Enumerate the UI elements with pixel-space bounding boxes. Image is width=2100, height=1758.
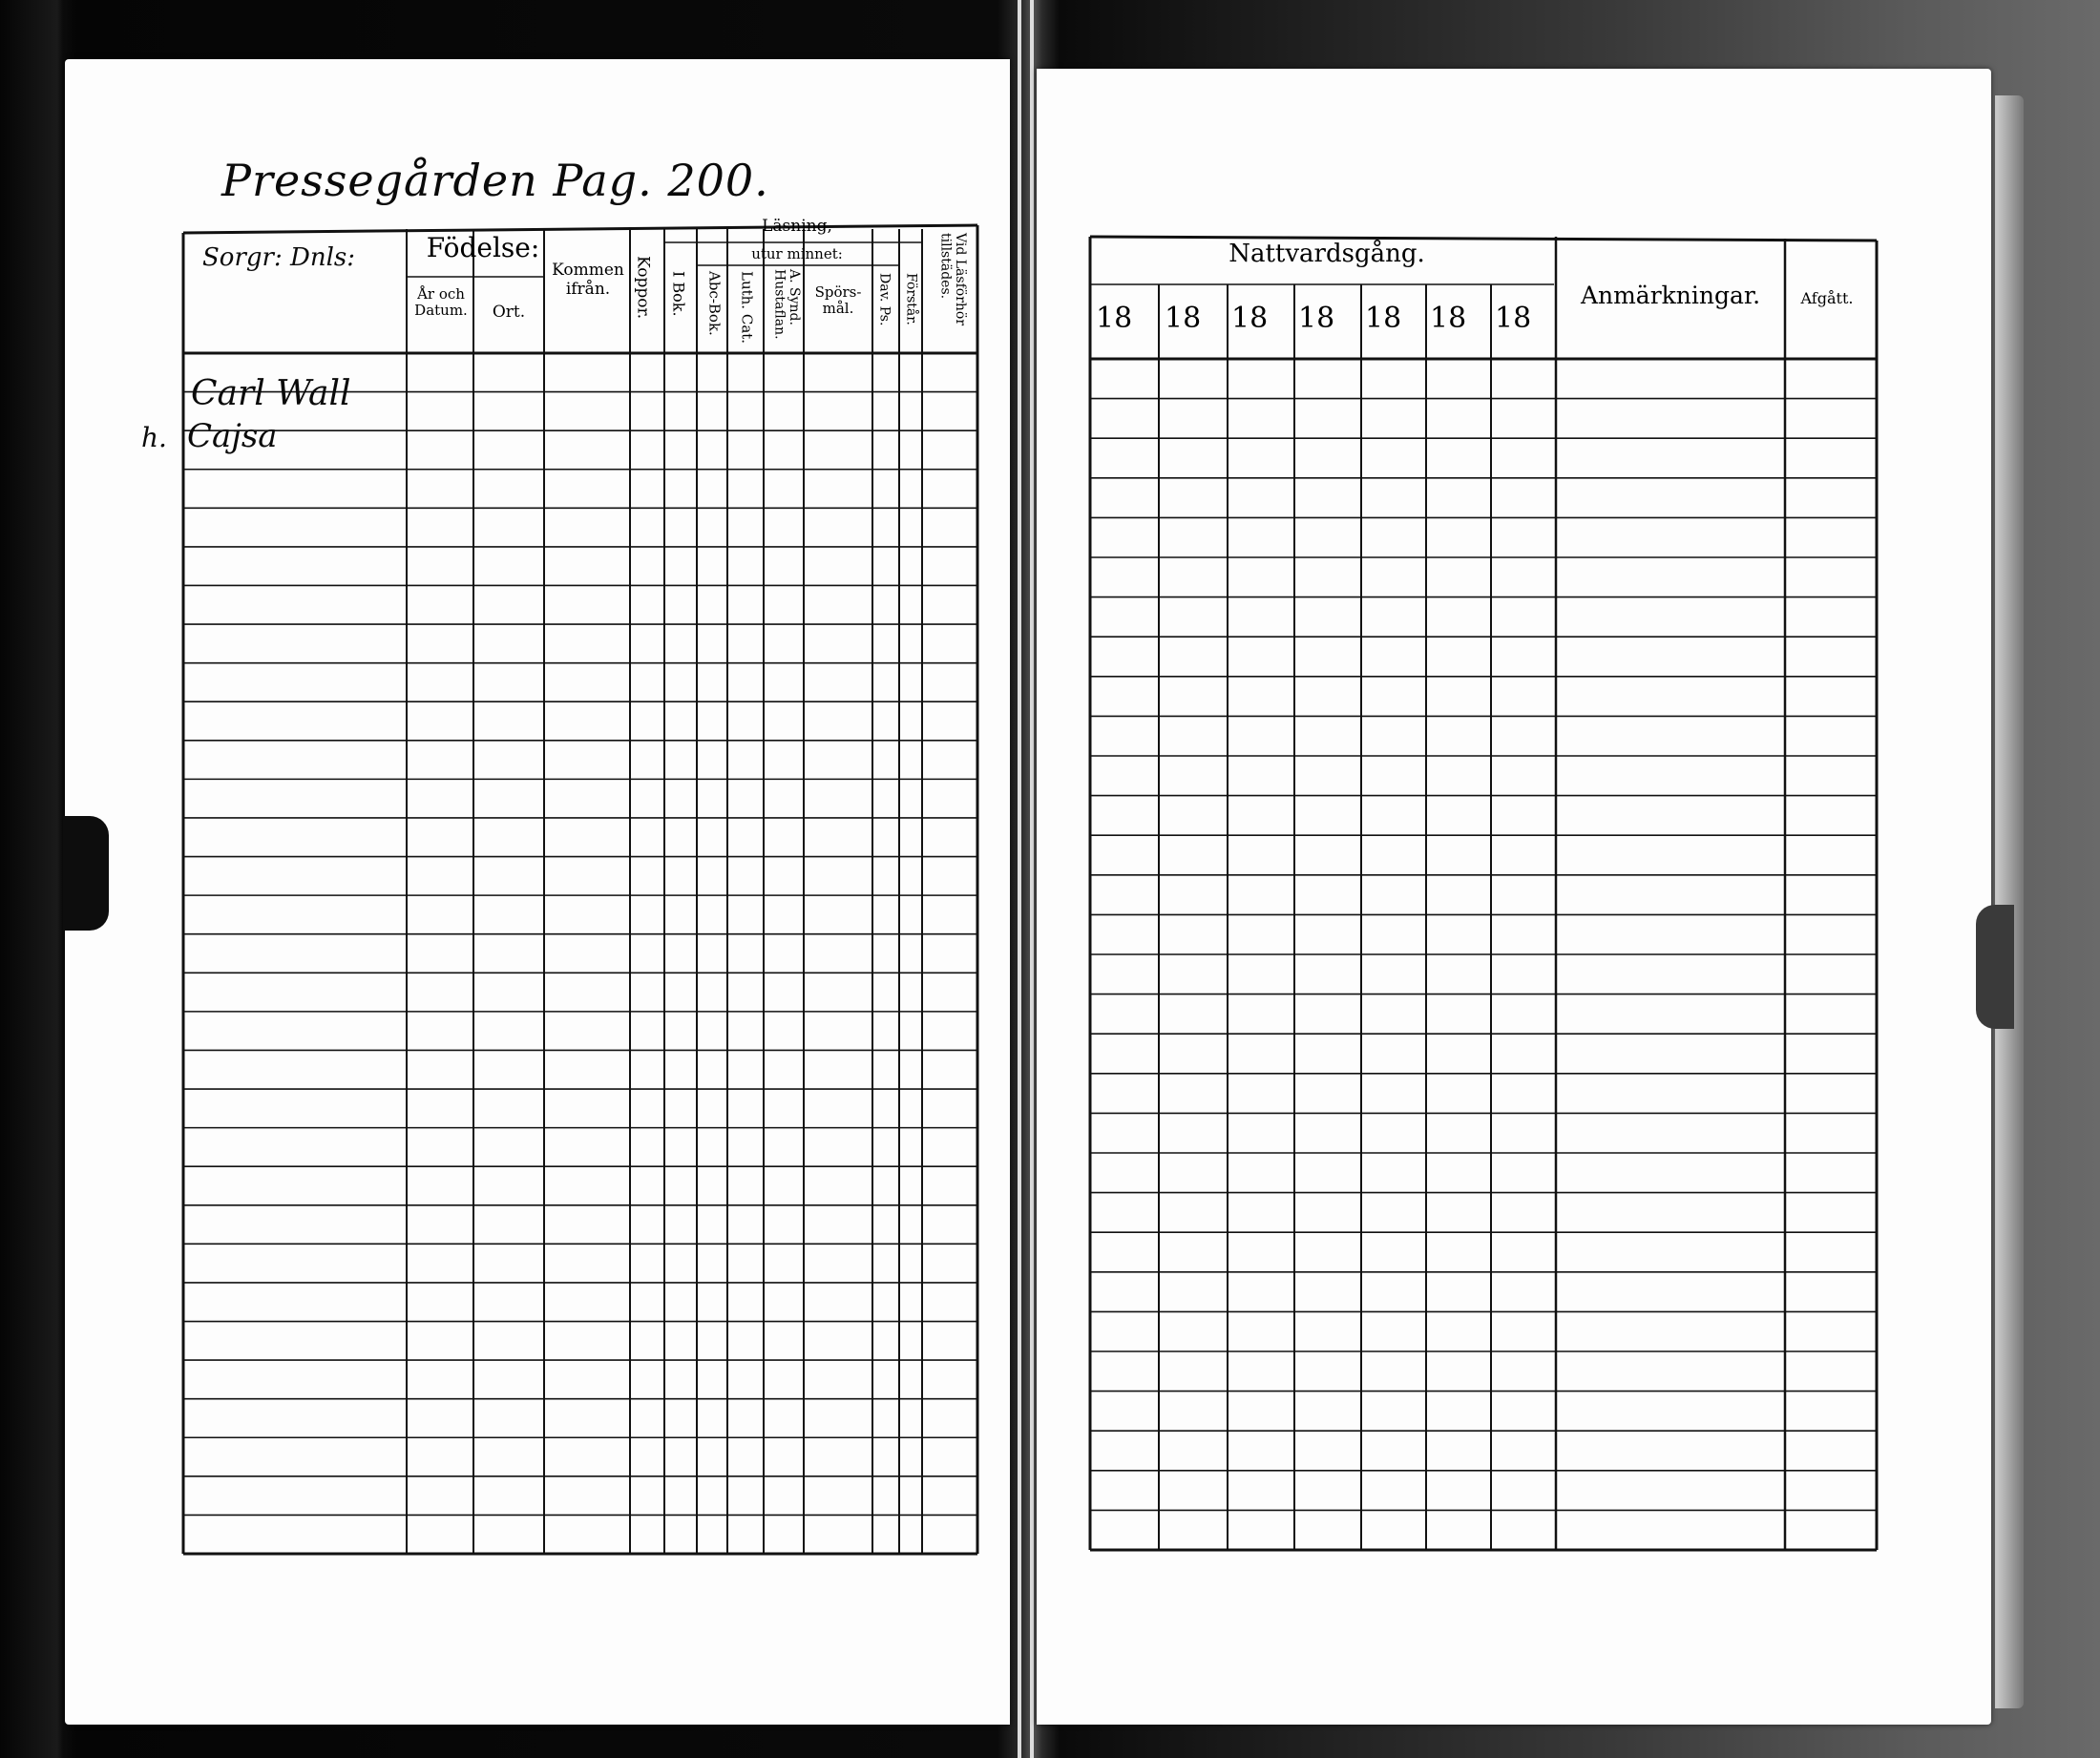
communion-year-prefix: 18 bbox=[1430, 302, 1467, 335]
understanding-header: Förstår. bbox=[903, 273, 919, 325]
remarks-header: Anmärkningar. bbox=[1580, 282, 1761, 309]
came-from-header: Kommen ifrån. bbox=[552, 261, 624, 299]
questions-header: Spörs-mål. bbox=[814, 283, 862, 318]
entry-name: Carl Wall bbox=[191, 374, 351, 413]
margin-mark: h. bbox=[141, 422, 167, 453]
communion-year-prefix: 18 bbox=[1096, 302, 1133, 335]
entry-name: Cajsa bbox=[187, 417, 278, 455]
communion-header: Nattvardsgång. bbox=[1228, 240, 1425, 268]
communion-year-prefix: 18 bbox=[1165, 302, 1202, 335]
communion-year-prefix: 18 bbox=[1231, 302, 1269, 335]
page-reference: Pressegården Pag. 200. bbox=[221, 155, 769, 206]
birth-header: Födelse: bbox=[426, 232, 540, 263]
reading-header: Läsning, bbox=[762, 217, 832, 236]
abc-book-header: Abc-Bok. bbox=[705, 271, 724, 336]
communion-year-prefix: 18 bbox=[1495, 302, 1532, 335]
in-book-header: I Bok. bbox=[669, 271, 688, 317]
communion-year-prefix: 18 bbox=[1365, 302, 1402, 335]
reading-sub-header: utur minnet: bbox=[751, 245, 843, 262]
birth-year-date-header: År och Datum. bbox=[414, 285, 468, 320]
dav-ps-header: Dav. Ps. bbox=[876, 273, 892, 326]
luth-cat-header: Luth. Cat. bbox=[738, 271, 756, 345]
exam-allowed-header: Vid Läsförhör tillstädes. bbox=[937, 233, 968, 326]
column-header-handwritten: Sorgr: Dnls: bbox=[202, 243, 355, 272]
birth-place-header: Ort. bbox=[492, 303, 526, 322]
departed-header: Afgått. bbox=[1800, 289, 1854, 307]
communion-year-prefix: 18 bbox=[1298, 302, 1335, 335]
smallpox-header: Koppor. bbox=[633, 256, 653, 320]
syn-hustaflan-header: A. Synd. Hustaflan. bbox=[771, 269, 802, 340]
